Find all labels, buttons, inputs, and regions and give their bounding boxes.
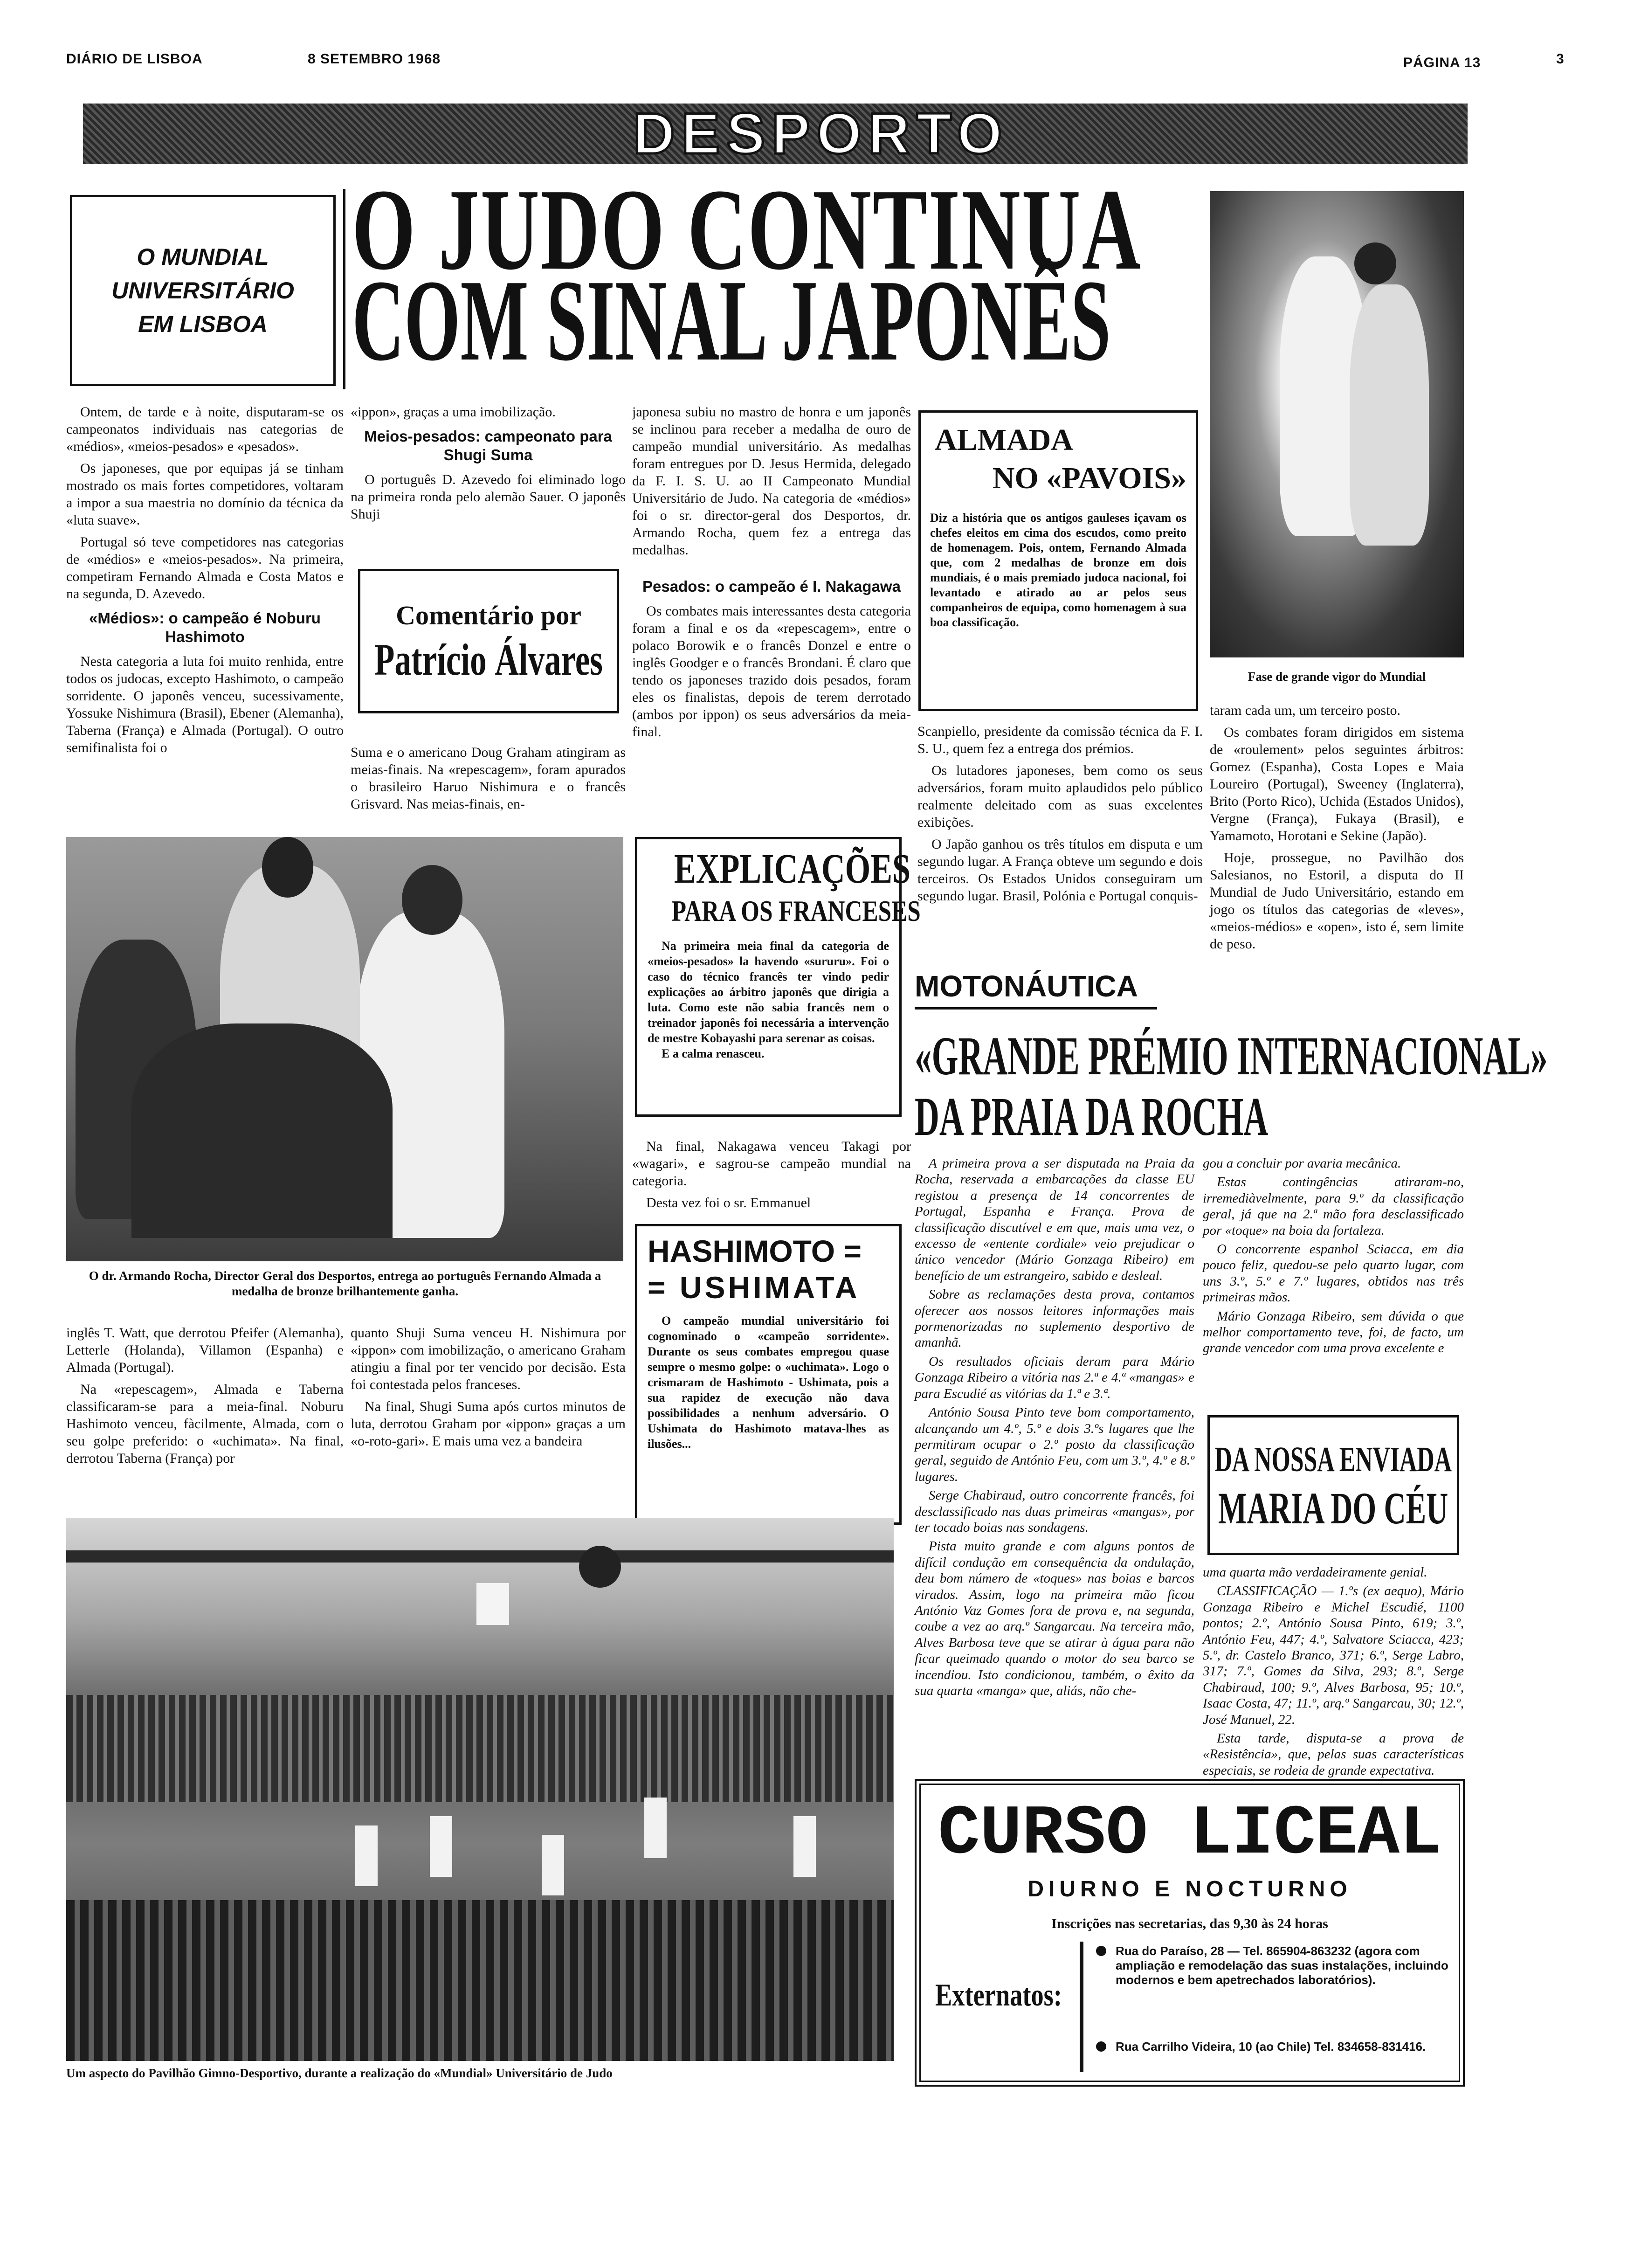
paragraph: Nesta categoria a luta foi muito renhida, entre todos os judocas, excepto Hashimoto, o campeão sorridente. O japonês venceu, sucessivamente, Yossuke Nishimura (Brasil), Ebener (Alemanha), Taberna (França) e Almada (Portugal). O outro semifinalista foi o [66,654,344,755]
kicker-box [70,195,336,386]
judo-column-4 [917,723,1203,909]
moto-headline-line: DA PRAIA DA ROCHA [915,1086,1269,1147]
course-advertisement [915,1779,1465,2087]
medal-ceremony-photo [66,837,623,1261]
ad-label: Externatos: [935,1977,1062,2012]
headline-line: O JUDO CONTINUA [352,165,1142,294]
commentary-box [358,569,619,713]
page-number: PÁGINA 13 [1403,55,1481,70]
paragraph: Os combates foram dirigidos em sistema de «roulement» pelos seguintes árbitros: Gomez (Espanha), Costa Lopes e Maia Loureiro (Portugal), Sweeney (Inglaterra), Brito (Porto Rico), Uchida (Estados Unidos), Vergne (França), Fukaya (Brasil), e Yamamoto, Horotani e Sekine (Japão). [1210,725,1464,844]
judo-column-6 [66,1324,344,1472]
moto-headline-line: «GRANDE PRÉMIO INTERNACIONAL» [915,1025,1548,1086]
paragraph: Ontem, de tarde e à noite, disputaram-se os campeonatos individuais nas categorias de «médios», «meios-pesados» e «pesados». [66,404,344,454]
headline-line: COM SINAL JAPONÊS [352,256,1111,385]
top-photo-caption: Fase de grande vigor do Mundial [1248,670,1426,684]
hashimoto-title: HASHIMOTO = [648,1234,862,1268]
hashimoto-box [635,1224,902,1525]
paragraph: Suma e o americano Doug Graham atingiram as meias-finais. Na «repescagem», foram apurados o brasileiro Haruo Nishimura e o francês Grisvard. Nas meias-finais, en- [351,745,626,812]
explicacoes-end: E a calma renasceu. [662,1047,765,1060]
paragraph: Scanpiello, presidente da comissão técnica da F. I. S. U., quem fez a entrega dos prémios. [917,724,1203,756]
paragraph: quanto Shuji Suma venceu H. Nishimura por «ippon» com imobilização, o americano Graham atingiu a final por ter vencido por decisão. Esta foi contestada pelos franceses. [351,1325,626,1392]
kicker-line: EM LISBOA [138,311,268,337]
paragraph: Os resultados oficiais deram para Mário Gonzaga Ribeiro a vitória nas 2.ª e 4.ª «mangas» e para Escudié as vitórias da 1.ª e 3.ª. [915,1354,1194,1401]
ad-item-text: Rua do Paraíso, 28 — Tel. 865904-863232 (agora com ampliação e remodelação das suas instalações, incluindo modernos e bem apetrechados laboratórios). [1116,1944,1448,1987]
paragraph: Hoje, prossegue, no Pavilhão dos Salesianos, no Estoril, a disputa do II Mundial de Judo Universitário, estando em jogo os títulos das categorias de «leves», «meios-médios» e «open», isto é, sem limite de peso. [1210,850,1464,952]
paragraph: uma quarta mão verdadeiramente genial. [1203,1565,1427,1580]
paragraph: Na «repescagem», Almada e Taberna classificaram-se para a meia-final. Noburu Hashimoto venceu, fàcilmente, Almada, com o seu golpe preferido: o «uchimata». Na final, derrotou Taberna (França) por [66,1382,344,1466]
paragraph: Portugal só teve competidores nas categorias de «médios» e «meios-pesados». Na primeira, competiram Fernando Almada e Costa Matos e na segunda, D. Azevedo. [66,534,344,602]
paragraph: Sobre as reclamações desta prova, contamos oferecer aos nossos leitores informações mais pormenorizadas no suplemento desportivo de amanhã. [915,1287,1194,1350]
paragraph: Pista muito grande e com alguns pontos de difícil condução em consequência da ondulação, deu bom número de «toques» nas boias e barcos virados. Assim, logo na primeira mão ficou António Vaz Gomes fora de prova e, na segunda, coube a vez ao arq.º Sangarcau. Na terceira mão, Alves Barbosa teve que se atirar à água para não ficar queimado quando o motor do seu barco se incendiou. Isto condicionou, também, o êxito da sua quarta «manga» que, aliás, não che- [915,1539,1194,1698]
issue-date: 8 SETEMBRO 1968 [308,51,441,67]
paragraph: Na final, Nakagawa venceu Takagi por «wagari», e sagrou-se campeão mundial na categoria. [632,1139,911,1189]
explicacoes-box [635,837,921,1117]
paragraph: Esta tarde, disputa-se a prova de «Resistência», que, pelas suas características especiais, se rodeia de grande expectativa. [1203,1731,1464,1778]
paragraph: O Japão ganhou os três títulos em disputa e um segundo lugar. A França obteve um segundo e dois terceiros. Os Estados Unidos conseguiram um segundo lugar. Brasil, Polónia e Portugal conquis- [917,837,1203,904]
ad-title: CURSO LICEAL [938,1795,1442,1874]
paragraph: Desta vez foi o sr. Emmanuel [646,1195,811,1210]
correspondent-box [1207,1415,1459,1555]
newspaper-name: DIÁRIO DE LISBOA [66,51,203,67]
almada-title: ALMADA [935,423,1073,457]
paragraph: Os lutadores japoneses, bem como os seus adversários, foram muito aplaudidos pelo público realmente deleitado com as suas excelentes exibições. [917,763,1203,830]
paragraph: A primeira prova a ser disputada na Praia da Rocha, reservada a embarcações da classe EU registou a presença de 14 concorrentes de Portugal, Espanha e França. Prova de classificação discutível e em que, mais uma vez, o excesso de «entente cordiale» veio prejudicar o único vencedor (Mário Gonzaga Ribeiro) em benefício de um estrangeiro, sabido e desleal. [915,1156,1194,1283]
paragraph: Mário Gonzaga Ribeiro, sem dúvida o que melhor comportamento teve, foi, de facto, um grande vencedor com uma prova excelente e [1203,1308,1464,1356]
subheading: Meios-pesados: campeonato para Shugi Suma [364,428,612,463]
paragraph: O concorrente espanhol Sciacca, em dia pouco feliz, quedou-se pelo quarto lugar, com uns 3.º, 5.º e 7.º lugares, obtidos nas três primeiras mãos. [1203,1242,1464,1305]
subheading: «Médios»: o campeão é Noburu Hashimoto [89,609,321,645]
paragraph: António Sousa Pinto teve bom comportamento, alcançando um 4.º, 5.º e dois 3.ºs lugares que lhe permitiram ocupar o 2.º posto da classificação geral, seguido de António Feu, com um 3.º, 4.º e 8.º lugares. [915,1405,1194,1484]
explicacoes-title: EXPLICAÇÕES [674,846,911,892]
paragraph: «ippon», graças a uma imobilização. [351,404,556,420]
almada-title: NO «PAVOIS» [992,461,1186,495]
paragraph: Na final, Shugi Suma após curtos minutos de luta, derrotou Graham por «ippon» graças a um «o-roto-gari». E mais uma vez a bandeira [351,1399,626,1449]
page-mark: 3 [1556,51,1565,67]
paragraph: Serge Chabiraud, outro concorrente francês, foi desclassificado nas duas primeiras «mangas», por ter tocado boias nas sondagens. [915,1488,1194,1535]
paragraph: japonesa subiu no mastro de honra e um japonês se inclinou para receber a medalha de ouro de campeão mundial universitário. As medalhas foram entregues por D. Jesus Hermida, delegado da F. I. S. U. ao II Campeonato Mundial Universitário de Judo. Na categoria de «médios» foi o sr. director-geral dos Desportos, dr. Armando Rocha, quem fez a entrega das medalhas. [632,404,911,558]
judo-column-5 [1210,702,1464,957]
judo-column-2b [351,744,626,817]
hashimoto-text: O campeão mundial universitário foi cognominado o «campeão sorridente». Durante os seus combates empregou quase sempre o mesmo golpe: o «uchimata». Logo o crismaram de Hashimoto - Ushimata, pois a sua rapidez de execução não dava possibilidades a nenhum adversário. O Ushimata do Hashimoto matava-lhes as ilusões... [648,1314,889,1451]
explicacoes-text: Na primeira meia final da categoria de «meios-pesados» la havendo «sururu». Foi o caso do técnico francês ter vindo pedir explicações ao árbitro japonês que dirigia a luta. Como este não sabia francês nem o treinador japonês foi necessária a intervenção de mestre Kobayashi para serenar as coisas. [648,939,889,1045]
divider [343,189,345,389]
moto-section-title: MOTONÁUTICA [915,969,1138,1003]
ad-subtitle: DIURNO E NOCTURNO [1027,1877,1352,1902]
hashimoto-title: = USHIMATA [648,1270,860,1305]
commentary-author: Patrício Álvares [374,635,603,685]
paragraph: O português D. Azevedo foi eliminado logo na primeira ronda pelo alemão Sauer. O japonês Shuji [351,472,626,522]
ad-hours: Inscrições nas secretarias, das 9,30 às 24 horas [1051,1916,1328,1931]
judo-column-1 [66,403,344,761]
almada-box [918,410,1198,711]
headline [352,165,1205,385]
section-title: DESPORTO [633,102,1009,166]
moto-column-1 [915,1155,1194,1701]
judo-column-8 [632,1138,911,1216]
moto-column-2 [1203,1155,1464,1359]
bullet-icon [1096,1946,1106,1956]
commentary-label: Comentário por [396,600,581,630]
section-banner [83,104,1468,164]
paragraph: CLASSIFICAÇÃO — 1.ºs (ex aequo), Mário Gonzaga Ribeiro e Michel Escudié, 1100 pontos; 2.º, António Sousa Pinto, 619; 3.º, António Feu, 447; 4.º, Salvatore Sciacca, 423; 5.º, dr. Castelo Branco, 371; 6.º, Serge Labro, 317; 7.º, Gomes da Silva, 293; 8.º, Serge Chabiraud, 100; 9.º, Alves Barbosa, 95; 10.º, Isaac Costa, 47; 11.º, arq.º Sangarcau, 30; 12.º, José Manuel, 22. [1203,1583,1464,1727]
correspondent-label: DA NOSSA ENVIADA [1214,1440,1452,1479]
paragraph: inglês T. Watt, que derrotou Pfeifer (Alemanha), Letterle (Holanda), Villamon (Espanha) e Almada (Portugal). [66,1325,344,1375]
judo-photo [1210,191,1464,657]
moto-headline [915,1025,1548,1152]
paragraph: gou a concluir por avaria mecânica. [1203,1156,1401,1171]
judo-column-7 [351,1324,626,1454]
subheading: Pesados: o campeão é I. Nakagawa [642,578,901,595]
pavilion-photo [66,1518,894,2061]
kicker-line: O MUNDIAL [137,244,269,270]
judo-column-2 [351,403,626,527]
ad-bracket [1080,1942,1083,2072]
paragraph: Estas contingências atiraram-no, irremediàvelmente, para 9.º da classificação geral, já que na 2.ª mão fora desclassificado por «toque» na boia da fortaleza. [1203,1175,1464,1238]
ad-item-text: Rua Carrilho Videira, 10 (ao Chile) Tel. 834658-831416. [1116,2040,1426,2054]
moto-section-rule [915,1007,1157,1010]
moto-column-3 [1203,1564,1464,1781]
mid-photo-caption: O dr. Armando Rocha, Director Geral dos Desportos, entrega ao português Fernando Almada a medalha de bronze brilhantemente ganha. [89,1269,601,1298]
paragraph: Os japoneses, que por equipas já se tinham mostrado os mais fortes competidores, voltaram a impor a sua maestria no domínio da técnica da «luta suave». [66,461,344,528]
explicacoes-subtitle: PARA OS FRANCESES [671,894,921,927]
ad-item [1096,1944,1455,1987]
correspondent-name: MARIA DO CÉU [1218,1483,1448,1533]
ad-item [1096,2040,1455,2054]
paragraph: Os combates mais interessantes desta categoria foram a final e os da «repescagem», entre o polaco Borowik e o francês Donzel e entre o inglês Goodger e o francês Brondani. É claro que tendo os japoneses trazido dois pesados, foram eles os finalistas, depois de terem derrotado (ambos por ippon) os seus adversários da meia-final. [632,603,911,740]
judo-column-3 [632,403,911,745]
bottom-photo-caption: Um aspecto do Pavilhão Gimno-Desportivo, durante a realização do «Mundial» Universitário de Judo [66,2066,613,2080]
paragraph: taram cada um, um terceiro posto. [1210,703,1401,718]
bullet-icon [1096,2041,1106,2052]
almada-text: Diz a história que os antigos gauleses içavam os chefes eleitos em cima dos escudos, como preito de homenagem. Pois, ontem, Fernando Almada que, com 2 medalhas de bronze em dois mundiais, é o mais premiado judoca nacional, foi levantado e atirado ao ar pelos seus companheiros de equipa, como homenagem à sua boa classificação. [930,511,1186,629]
kicker-line: UNIVERSITÁRIO [111,277,294,304]
